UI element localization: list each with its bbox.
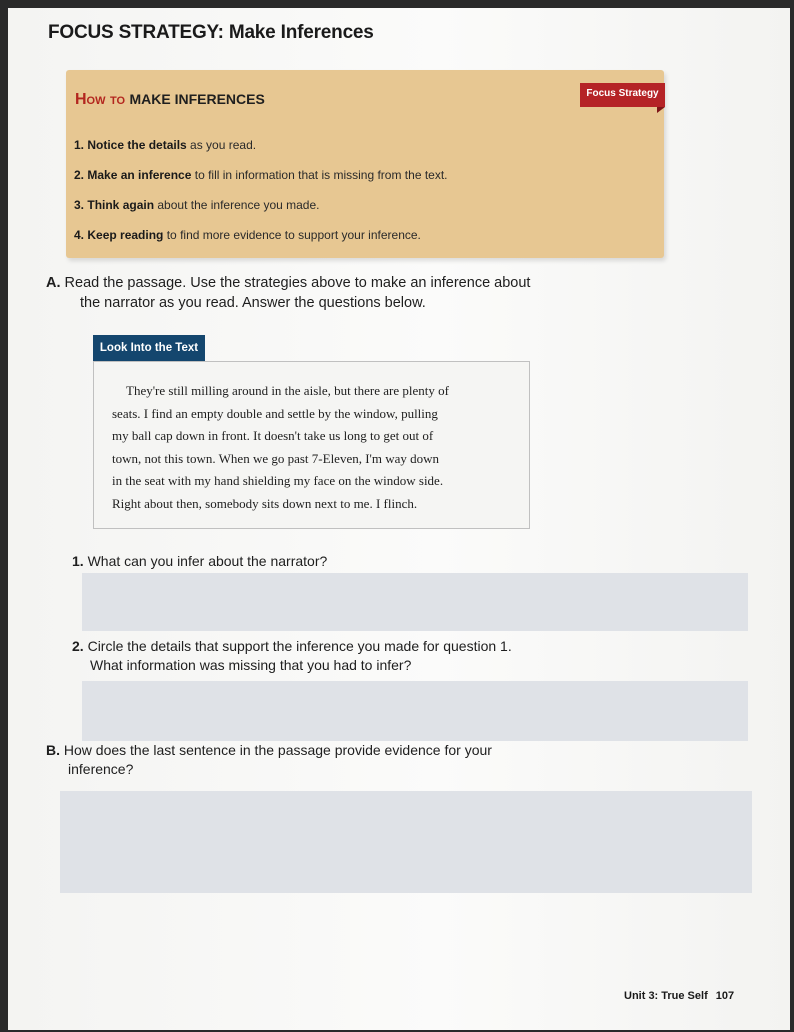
step-text: to find more evidence to support your inference. [163,228,421,242]
strategy-box-title [75,91,265,109]
step-bold: Notice the details [87,138,187,152]
focus-strategy-tag: Focus Strategy [580,83,665,107]
step-number: 4. [74,228,85,242]
answer-box-b[interactable] [60,791,752,893]
page-footer [624,990,734,1002]
passage-line: my ball cap down in front. It doesn't take us long to get out of [112,428,434,443]
section-a-letter: A. [46,275,61,291]
title-prefix: How to [75,91,126,108]
answer-box-1[interactable] [82,573,748,631]
question-1 [72,552,592,571]
question-text-line2: What information was missing that you had to infer? [90,657,412,673]
strategy-steps [74,138,448,258]
step-text: about the inference you made. [154,198,320,212]
question-text-line1: Circle the details that support the inference you made for question 1. [87,638,512,654]
question-text: What can you infer about the narrator? [87,553,328,569]
passage-text [112,380,517,515]
strategy-box [66,70,664,258]
strategy-step [74,168,448,198]
question-2 [72,637,592,675]
strategy-step [74,228,448,258]
question-text-line1: How does the last sentence in the passage provide evidence for your [63,742,492,758]
page-title: FOCUS STRATEGY: Make Inferences [48,22,374,43]
section-a-line1: Read the passage. Use the strategies above to make an inference about [64,275,531,291]
unit-label: Unit 3: True Self [624,990,708,1002]
workbook-page [8,8,790,1030]
passage-line: town, not this town. When we go past 7-Eleven, I'm way down [112,450,440,466]
passage-line: in the seat with my hand shielding my face on the window side. [112,473,444,488]
question-number: 1. [72,553,84,569]
strategy-step [74,138,448,168]
look-into-text-tab: Look Into the Text [93,335,205,361]
step-bold: Keep reading [87,228,164,242]
passage-line: Right about then, somebody sits down next to me. I flinch. [112,495,418,511]
page-number: 107 [715,990,735,1002]
question-text-line2: inference? [68,761,134,777]
question-number: 2. [72,638,84,654]
step-text: to fill in information that is missing from the text. [191,168,448,182]
step-bold: Make an inference [87,168,192,182]
strategy-step [74,198,448,228]
title-main: MAKE INFERENCES [129,91,265,107]
step-number: 3. [74,198,85,212]
passage-line: seats. I find an empty double and settle by the window, pulling [112,405,438,421]
step-text: as you read. [186,138,257,152]
passage-line: They're still milling around in the aisle, but there are plenty of [126,383,449,398]
answer-box-2[interactable] [82,681,748,741]
step-number: 2. [74,168,85,182]
section-a-line2: the narrator as you read. Answer the questions below. [80,295,426,311]
step-number: 1. [74,138,85,152]
question-letter: B. [46,742,60,758]
step-bold: Think again [87,198,155,212]
question-b [46,741,606,779]
passage-box [93,361,530,529]
section-a-instructions [46,273,606,313]
